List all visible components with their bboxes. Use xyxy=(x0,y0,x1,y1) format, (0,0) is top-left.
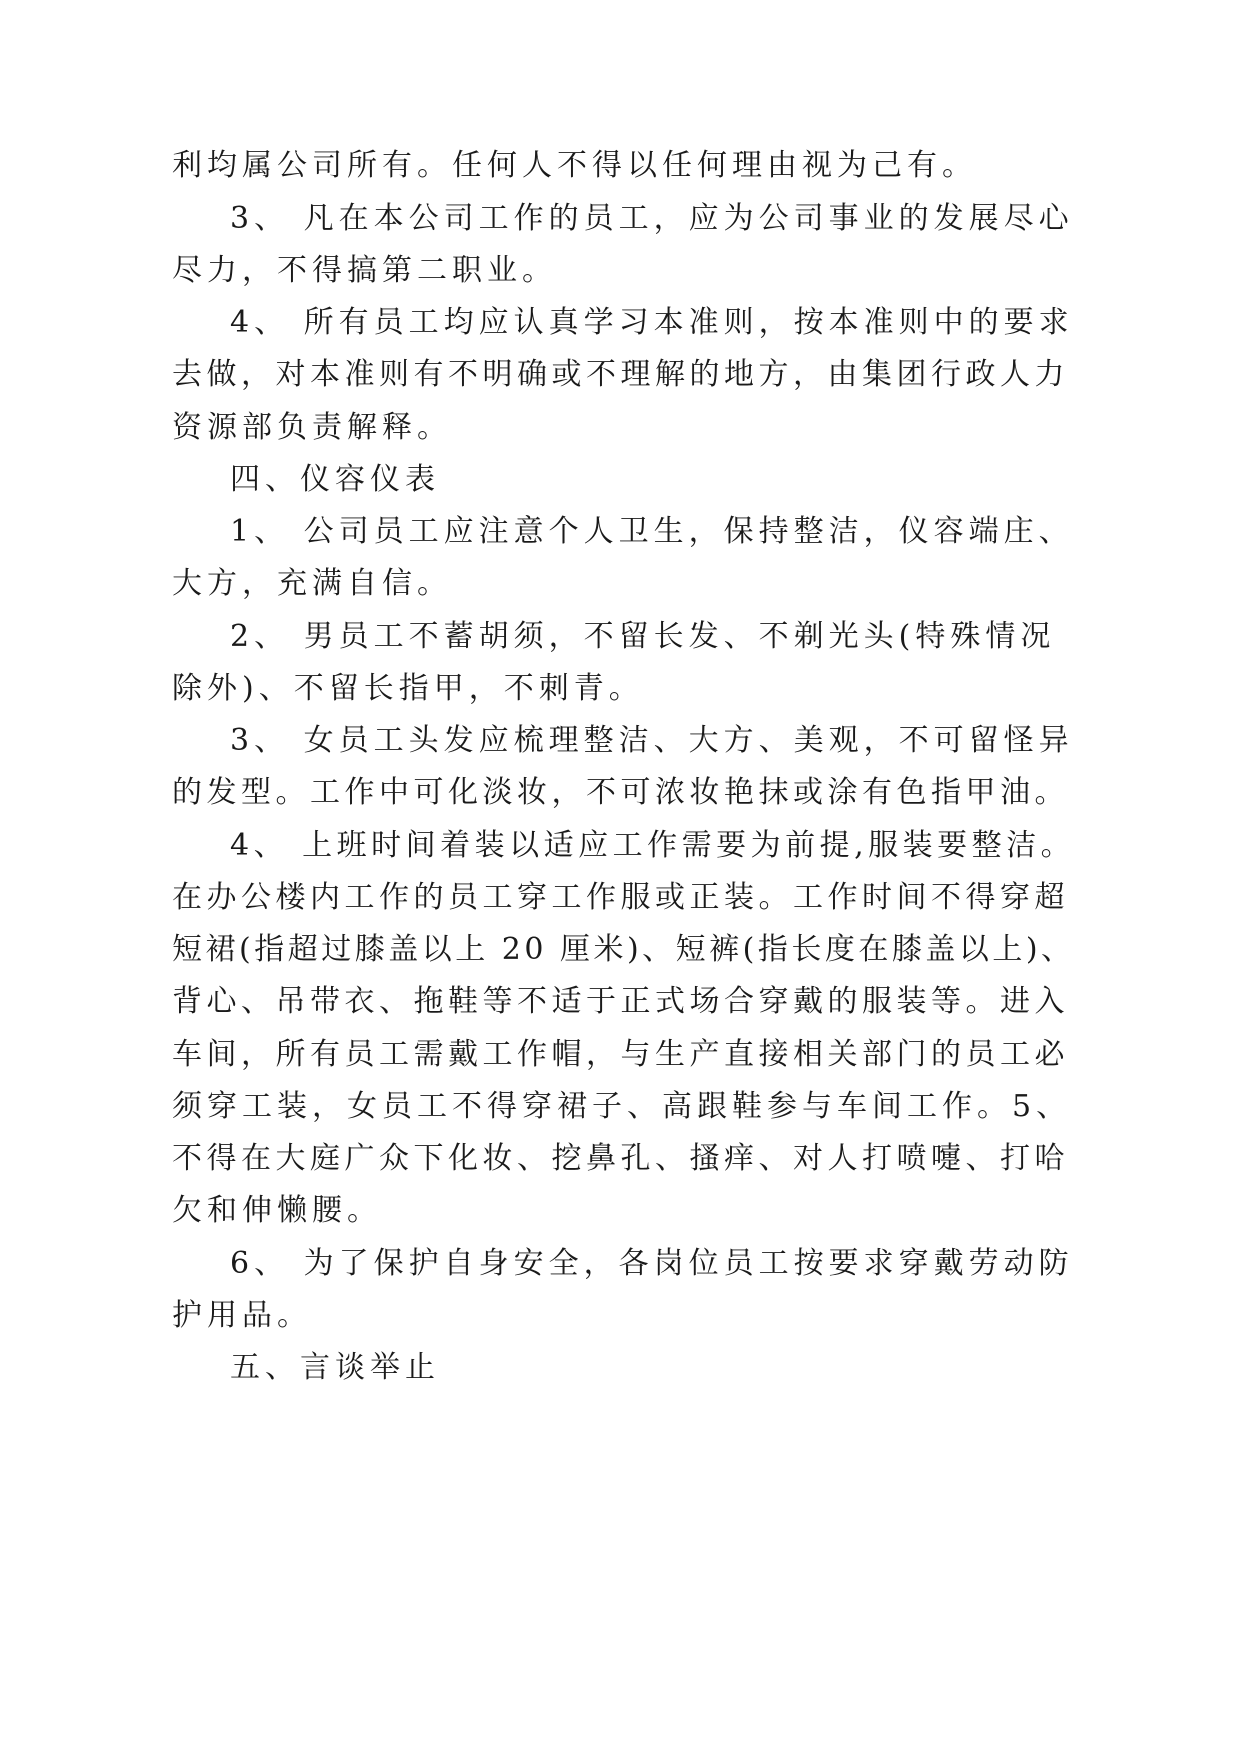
text-line: 不得在大庭广众下化妆、挖鼻孔、搔痒、对人打喷嚏、打哈 xyxy=(172,1141,1069,1176)
text-line: 1、 公司员工应注意个人卫生，保持整洁，仪容端庄、 xyxy=(230,514,1074,549)
text-line: 尽力，不得搞第二职业。 xyxy=(172,253,557,288)
text-line: 短裙(指超过膝盖以上 20 厘米)、短裤(指长度在膝盖以上)、 xyxy=(172,932,1075,967)
text-line: 护用品。 xyxy=(172,1298,312,1333)
text-line: 6、 为了保护自身安全，各岗位员工按要求穿戴劳动防 xyxy=(230,1246,1074,1281)
text-line: 车间，所有员工需戴工作帽，与生产直接相关部门的员工必 xyxy=(172,1037,1069,1072)
text-line: 3、 女员工头发应梳理整洁、大方、美观，不可留怪异 xyxy=(230,723,1074,758)
text-line: 背心、吊带衣、拖鞋等不适于正式场合穿戴的服装等。进入 xyxy=(172,984,1069,1019)
text-line: 4、 所有员工均应认真学习本准则，按本准则中的要求 xyxy=(230,305,1074,340)
text-line: 资源部负责解释。 xyxy=(172,410,452,445)
text-line: 须穿工装，女员工不得穿裙子、高跟鞋参与车间工作。5、 xyxy=(172,1089,1072,1124)
text-line: 的发型。工作中可化淡妆，不可浓妆艳抹或涂有色指甲油。 xyxy=(172,775,1069,810)
text-line: 利均属公司所有。任何人不得以任何理由视为己有。 xyxy=(172,148,977,183)
text-line: 去做，对本准则有不明确或不理解的地方，由集团行政人力 xyxy=(172,357,1069,392)
text-line: 大方，充满自信。 xyxy=(172,566,452,601)
section-heading: 四、仪容仪表 xyxy=(230,462,440,497)
text-line: 4、 上班时间着装以适应工作需要为前提,服装要整洁。 xyxy=(230,828,1076,863)
text-line: 除外)、不留长指甲，不刺青。 xyxy=(172,671,644,706)
text-line: 2、 男员工不蓄胡须，不留长发、不剃光头(特殊情况 xyxy=(230,619,1056,654)
text-line: 欠和伸懒腰。 xyxy=(172,1193,382,1228)
text-line: 3、 凡在本公司工作的员工，应为公司事业的发展尽心 xyxy=(230,201,1074,236)
section-heading: 五、言谈举止 xyxy=(230,1350,440,1385)
text-line: 在办公楼内工作的员工穿工作服或正装。工作时间不得穿超 xyxy=(172,880,1069,915)
